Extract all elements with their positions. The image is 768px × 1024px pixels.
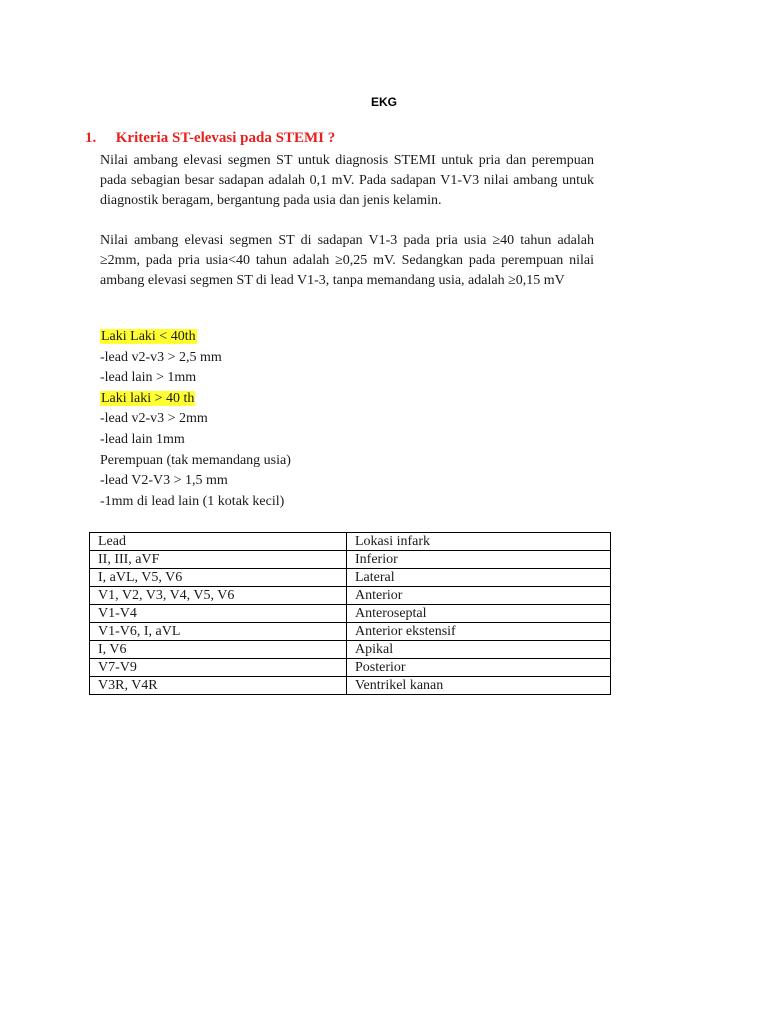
criteria-item: -lead V2-V3 > 1,5 mm xyxy=(100,473,228,489)
table-cell-lead: I, aVL, V5, V6 xyxy=(90,569,347,587)
table-cell-location: Anteroseptal xyxy=(347,605,611,623)
criteria-item: Perempuan (tak memandang usia) xyxy=(100,452,291,468)
criteria-item: -lead v2-v3 > 2mm xyxy=(100,411,208,427)
question-text: Kriteria ST-elevasi pada STEMI ? xyxy=(115,130,336,146)
table-cell-location: Anterior xyxy=(347,587,611,605)
table-cell-location: Ventrikel kanan xyxy=(347,677,611,695)
table-cell-lead: V1-V4 xyxy=(90,605,347,623)
table-row xyxy=(90,605,611,623)
table-cell-location: Lateral xyxy=(347,569,611,587)
table-row xyxy=(90,569,611,587)
table-cell-lead: V3R, V4R xyxy=(90,677,347,695)
criteria-item-highlighted: Laki laki > 40 th xyxy=(101,390,195,406)
question-heading xyxy=(85,130,335,147)
table-cell-lead: II, III, aVF xyxy=(90,551,347,569)
table-cell-location: Posterior xyxy=(347,659,611,677)
table-cell-lead: I, V6 xyxy=(90,641,347,659)
table-cell-lead: V1, V2, V3, V4, V5, V6 xyxy=(90,587,347,605)
criteria-list xyxy=(100,327,291,512)
criteria-item: -1mm di lead lain (1 kotak kecil) xyxy=(100,493,285,509)
table-row xyxy=(90,623,611,641)
table-header-cell: Lokasi infark xyxy=(347,533,611,551)
table-row xyxy=(90,677,611,695)
criteria-item: -lead v2-v3 > 2,5 mm xyxy=(100,349,222,365)
criteria-item: -lead lain 1mm xyxy=(100,431,185,447)
table-cell-location: Inferior xyxy=(347,551,611,569)
table-header-row xyxy=(90,533,611,551)
table-row xyxy=(90,659,611,677)
document-title: EKG xyxy=(370,95,397,109)
lead-location-table xyxy=(89,532,611,695)
criteria-item: -lead lain > 1mm xyxy=(100,370,197,386)
table-row xyxy=(90,551,611,569)
criteria-item-highlighted: Laki Laki < 40th xyxy=(101,329,196,344)
table-cell-location: Anterior ekstensif xyxy=(347,623,611,641)
table-row xyxy=(90,641,611,659)
question-number: 1. xyxy=(85,130,97,146)
table-row xyxy=(90,587,611,605)
table-header-cell: Lead xyxy=(90,533,347,551)
table-cell-lead: V7-V9 xyxy=(90,659,347,677)
table-cell-location: Apikal xyxy=(347,641,611,659)
paragraph-2: Nilai ambang elevasi segmen ST di sadapan V1-3 pada pria usia ≥40 tahun adalah ≥2mm, pada pria usia<40 tahun adalah ≥0,25 mV. Sedangkan pada perempuan nilai ambang elevasi segmen ST di lead V1-3, tanpa memandang usia, adalah ≥0,15 mV xyxy=(100,233,594,288)
table-cell-lead: V1-V6, I, aVL xyxy=(90,623,347,641)
paragraph-1: Nilai ambang elevasi segmen ST untuk diagnosis STEMI untuk pria dan perempuan pada sebagian besar sadapan adalah 0,1 mV. Pada sadapan V1-V3 nilai ambang untuk diagnostik beragam, bergantung pada usia dan jenis kelamin. xyxy=(100,153,594,208)
